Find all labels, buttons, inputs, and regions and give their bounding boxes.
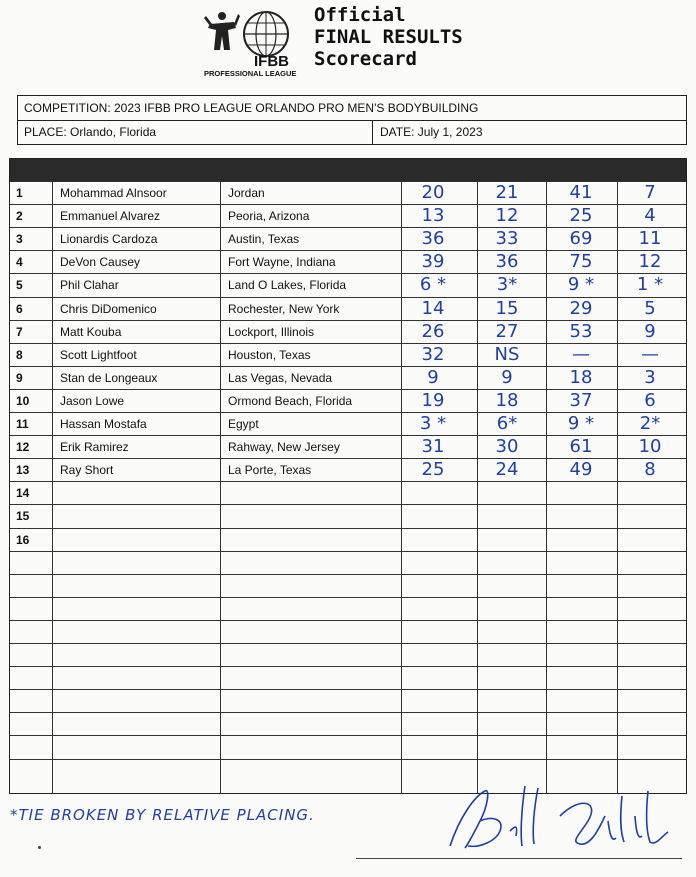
- place-label: PLACE: Orlando, Florida: [24, 125, 157, 139]
- table-row: [10, 389, 686, 412]
- score-3: —: [572, 343, 590, 365]
- athlete-location: Lockport, Illinois: [228, 324, 315, 339]
- location-score1-divider: [401, 181, 402, 794]
- athlete-location: [228, 505, 398, 527]
- score-1: 9: [427, 366, 439, 388]
- athlete-name: Lionardis Cardoza: [60, 232, 158, 247]
- score-3: 69: [569, 228, 593, 250]
- athlete-location: Jordan: [228, 186, 265, 200]
- athlete-location: Rochester, New York: [228, 301, 340, 316]
- svg-text:PROFESSIONAL LEAGUE: PROFESSIONAL LEAGUE: [204, 69, 297, 78]
- table-row: [10, 412, 686, 435]
- score-1: 36: [421, 228, 445, 250]
- score-1: 39: [421, 251, 445, 273]
- table-row: [10, 297, 686, 320]
- score-1: 32: [421, 343, 445, 365]
- score3-score4-divider: [617, 181, 618, 794]
- score-2: 36: [495, 251, 519, 273]
- empty-table-row: [10, 689, 686, 712]
- score-1: 25: [421, 459, 445, 481]
- score-4: 12: [638, 251, 662, 273]
- globe-icon: [244, 12, 288, 56]
- score-3: [546, 504, 616, 528]
- score-3: 75: [569, 251, 593, 273]
- athlete-name: Scott Lightfoot: [60, 347, 137, 362]
- score-3: 41: [569, 182, 593, 203]
- score-2: 24: [495, 459, 519, 481]
- score-2: 30: [495, 436, 519, 458]
- table-row: [10, 435, 686, 458]
- athlete-name: Chris DiDomenico: [60, 301, 157, 316]
- athlete-location: Peoria, Arizona: [228, 209, 310, 224]
- table-row: [10, 458, 686, 481]
- score-4: 7: [644, 182, 656, 203]
- athlete-name: Phil Clahar: [60, 278, 119, 293]
- score-3: 37: [569, 389, 593, 411]
- athlete-location: La Porte, Texas: [228, 463, 312, 478]
- place-date-row: [18, 120, 686, 144]
- row-number: 10: [16, 393, 30, 408]
- score-2: [474, 481, 540, 505]
- score-4: 10: [638, 436, 662, 458]
- row-number: 7: [16, 324, 23, 339]
- empty-table-row: [10, 574, 686, 597]
- score-1: 20: [421, 182, 445, 203]
- title-line-2: FINAL RESULTS: [314, 26, 463, 48]
- signature: [430, 776, 680, 866]
- score-3: 18: [569, 366, 593, 388]
- title-line-3: Scorecard: [314, 48, 417, 70]
- athlete-location: [228, 482, 398, 504]
- empty-table-row: [10, 735, 686, 758]
- score-1: 26: [421, 320, 445, 342]
- table-row: [10, 504, 686, 527]
- empty-table-row: [10, 597, 686, 620]
- score-4: 3: [644, 366, 656, 388]
- competition-row: [18, 96, 686, 121]
- svg-text:IFBB: IFBB: [254, 53, 289, 70]
- stray-mark: [38, 846, 41, 849]
- empty-table-row: [10, 620, 686, 643]
- score-2: 15: [495, 297, 519, 319]
- score-4: 5: [644, 297, 656, 319]
- score-2: 18: [495, 389, 519, 411]
- competition-label: COMPETITION: 2023 IFBB PRO LEAGUE ORLANDO PRO MEN'S BODYBUILDING: [24, 101, 479, 115]
- row-number: 8: [16, 347, 23, 362]
- table-row: [10, 250, 686, 273]
- row-number: 3: [16, 232, 23, 247]
- row-number: 11: [16, 417, 29, 431]
- score-1: [400, 528, 466, 552]
- row-number: 16: [16, 532, 30, 547]
- athlete-name: Jason Lowe: [60, 393, 125, 408]
- table-row: [10, 204, 686, 227]
- score-3: [546, 528, 616, 552]
- table-header-bar: [10, 159, 686, 181]
- score-4: 9: [644, 320, 656, 342]
- score-1: 6 *: [419, 274, 447, 296]
- score-2: 27: [495, 320, 519, 342]
- athlete-location: [228, 529, 398, 551]
- athlete-location: Fort Wayne, Indiana: [228, 255, 336, 270]
- title-line-1: Official: [314, 4, 406, 26]
- score2-score3-divider: [546, 181, 547, 794]
- score-4: 6: [644, 389, 656, 411]
- row-number: 4: [16, 255, 23, 270]
- row-number: 12: [16, 440, 30, 455]
- score-2: NS: [494, 343, 520, 365]
- table-row: [10, 366, 686, 389]
- score-2: [474, 504, 540, 528]
- num-name-divider: [52, 181, 53, 794]
- score-4: 1 *: [636, 274, 664, 296]
- athlete-name: Erik Ramirez: [60, 440, 129, 455]
- empty-table-row: [10, 666, 686, 689]
- score-1: 14: [421, 297, 445, 319]
- row-number: 15: [16, 509, 30, 524]
- athlete-name: [60, 482, 220, 504]
- score-4: 4: [644, 205, 656, 227]
- score-1: 19: [421, 389, 445, 411]
- table-row: [10, 343, 686, 366]
- date-label: DATE: July 1, 2023: [380, 125, 483, 139]
- signature-line: [356, 858, 682, 859]
- athlete-name: Stan de Longeaux: [60, 370, 158, 385]
- score-4: [618, 528, 682, 552]
- score-3: 25: [569, 205, 593, 227]
- info-divider: [372, 120, 373, 144]
- score-3: 49: [569, 459, 593, 481]
- score-4: [618, 481, 682, 505]
- athlete-name: Hassan Mostafa: [60, 417, 147, 431]
- score-1: 13: [421, 205, 445, 227]
- row-number: 13: [16, 463, 30, 478]
- score-1: 31: [421, 436, 445, 458]
- results-table: [9, 158, 687, 794]
- empty-table-row: [10, 551, 686, 574]
- score-4: 2*: [639, 413, 661, 434]
- row-number: 14: [16, 486, 30, 501]
- score-4: 11: [638, 228, 662, 250]
- table-row: [10, 320, 686, 343]
- score-1: [400, 504, 466, 528]
- score-4: [618, 504, 682, 528]
- athlete-name: [60, 529, 220, 551]
- tie-break-note: *TIE BROKEN BY RELATIVE PLACING.: [10, 806, 315, 824]
- table-row: [10, 481, 686, 504]
- empty-table-row: [10, 643, 686, 666]
- athlete-location: Egypt: [228, 417, 259, 431]
- score-3: 9 *: [567, 274, 595, 296]
- score-2: 21: [495, 182, 519, 203]
- score-2: 12: [495, 205, 519, 227]
- score-2: 33: [495, 228, 519, 250]
- athlete-location: Ormond Beach, Florida: [228, 393, 353, 408]
- name-location-divider: [220, 181, 221, 794]
- athlete-location: Las Vegas, Nevada: [228, 370, 333, 385]
- athlete-location: Austin, Texas: [228, 232, 300, 247]
- table-row: [10, 181, 686, 204]
- score-4: 8: [644, 459, 656, 481]
- athlete-location: Houston, Texas: [228, 347, 311, 362]
- row-number: 9: [16, 370, 23, 385]
- athlete-name: Ray Short: [60, 463, 114, 478]
- score-2: 6*: [496, 413, 518, 434]
- table-row: [10, 273, 686, 296]
- row-number: 6: [16, 301, 23, 316]
- score-1: 3 *: [419, 413, 447, 434]
- athlete-name: Emmanuel Alvarez: [60, 209, 161, 224]
- bodybuilder-figure-icon: [204, 12, 240, 50]
- athlete-name: Mohammad Alnsoor: [60, 186, 167, 200]
- score1-score2-divider: [477, 181, 478, 794]
- empty-table-row: [10, 712, 686, 735]
- athlete-location: Land O Lakes, Florida: [228, 278, 347, 293]
- score-3: 29: [569, 297, 593, 319]
- ifbb-logo: [200, 6, 306, 78]
- score-2: 3*: [496, 274, 518, 296]
- athlete-name: DeVon Causey: [60, 255, 141, 270]
- score-3: 53: [569, 320, 593, 342]
- score-3: 9 *: [567, 413, 595, 434]
- score-1: [400, 481, 466, 505]
- score-3: [546, 481, 616, 505]
- athlete-location: Rahway, New Jersey: [228, 440, 340, 455]
- athlete-name: [60, 505, 220, 527]
- score-4: —: [641, 343, 659, 365]
- score-3: 61: [569, 436, 593, 458]
- score-2: [474, 528, 540, 552]
- table-row: [10, 227, 686, 250]
- competition-info-box: [17, 95, 687, 145]
- row-number: 1: [16, 186, 23, 200]
- score-2: 9: [501, 366, 513, 388]
- row-number: 2: [16, 209, 23, 224]
- athlete-name: Matt Kouba: [60, 324, 122, 339]
- table-row: [10, 528, 686, 551]
- scorecard-title: [314, 4, 463, 70]
- row-number: 5: [16, 278, 23, 293]
